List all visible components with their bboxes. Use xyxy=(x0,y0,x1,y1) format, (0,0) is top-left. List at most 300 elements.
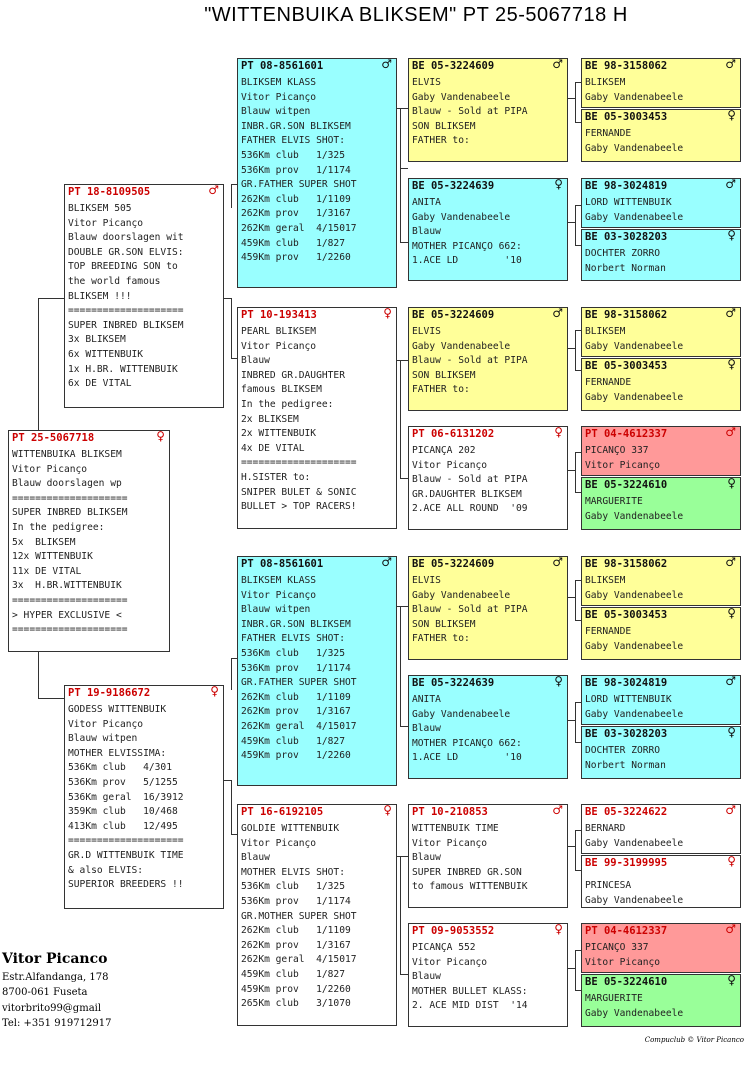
pedigree-line: Gaby Vandenabeele xyxy=(412,708,511,720)
pedigree-line: BLIKSEM xyxy=(585,326,626,337)
ring-number: BE 05-3224609 xyxy=(412,60,495,72)
pedigree-line: FATHER to: xyxy=(412,135,470,147)
pedigree-line: to famous WITTENBUIK xyxy=(412,881,528,893)
gg-grandparent-card[interactable] xyxy=(581,923,741,973)
pedigree-line: 5x BLIKSEM xyxy=(12,536,76,548)
pedigree-line: 1.ACE LD '10 xyxy=(412,255,522,267)
pedigree-line: FATHER to: xyxy=(412,633,470,645)
pedigree-line: Gaby Vandenabeele xyxy=(585,391,684,403)
ring-number: PT 08-8561601 xyxy=(241,558,324,570)
pedigree-line: 2x BLIKSEM xyxy=(241,413,299,425)
subject-pigeon-card[interactable] xyxy=(8,430,170,652)
breeder-address: Estr.Alfandanga, 178 xyxy=(2,972,109,983)
gg-grandparent-card[interactable] xyxy=(581,726,741,779)
connector-line xyxy=(400,108,401,168)
ring-number: BE 98-3024819 xyxy=(585,677,668,689)
pedigree-line: 6x WITTENBUIK xyxy=(68,348,144,360)
connector-line xyxy=(568,846,575,847)
sex-symbol-icon: ♀ xyxy=(727,477,736,490)
pedigree-line: 536Km club 1/325 xyxy=(241,881,345,893)
pedigree-line: the world famous xyxy=(68,275,161,287)
gg-grandparent-card[interactable] xyxy=(581,358,741,411)
sex-symbol-icon: ♀ xyxy=(383,804,392,817)
pedigree-line: 1x H.BR. WITTENBUIK xyxy=(68,363,178,375)
connector-line xyxy=(397,108,408,109)
pedigree-line: Blauw xyxy=(241,355,270,367)
connector-line xyxy=(397,606,408,607)
ring-number: BE 98-3158062 xyxy=(585,558,668,570)
pedigree-line: FATHER ELVIS SHOT: xyxy=(241,135,345,147)
pedigree-line: Blauw xyxy=(412,226,441,238)
pedigree-line: 1.ACE LD '10 xyxy=(412,752,522,764)
sex-symbol-icon: ♂ xyxy=(725,426,736,439)
mother-card[interactable] xyxy=(64,685,224,909)
pedigree-line: WITTENBUIKA BLIKSEM xyxy=(12,449,122,460)
connector-line xyxy=(400,606,401,726)
ring-number: PT 10-193413 xyxy=(241,309,317,321)
father-card[interactable] xyxy=(64,184,224,408)
ring-number: PT 19-9186672 xyxy=(68,687,151,699)
pedigree-line: Vitor Picanço xyxy=(412,956,488,968)
maternal-grandmother-card[interactable] xyxy=(237,804,397,1026)
pedigree-line: ==================== xyxy=(68,835,184,847)
breeder-info xyxy=(2,951,111,1032)
pedigree-line: 262Km prov 1/3167 xyxy=(241,939,351,951)
pedigree-line: Vitor Picanço xyxy=(412,459,488,471)
gg-grandparent-card[interactable] xyxy=(581,675,741,725)
sex-symbol-icon: ♂ xyxy=(725,307,736,320)
pedigree-line: MARGUERITE xyxy=(585,496,643,507)
pedigree-line: Gaby Vandenabeele xyxy=(585,91,684,103)
pedigree-line: Blauw witpen xyxy=(241,604,311,616)
pedigree-line: GODESS WITTENBUIK xyxy=(68,704,167,715)
pedigree-line: FATHER to: xyxy=(412,384,470,396)
pedigree-line: SON BLIKSEM xyxy=(412,120,476,132)
connector-line xyxy=(231,298,232,358)
pedigree-line: Blauw doorslagen wit xyxy=(68,232,184,244)
gg-grandparent-card[interactable] xyxy=(581,109,741,162)
connector-line xyxy=(38,298,64,299)
pedigree-line: 536Km prov 1/1174 xyxy=(241,662,351,674)
pedigree-line: Gaby Vandenabeele xyxy=(585,708,684,720)
pedigree-line: LORD WITTENBUIK xyxy=(585,694,672,705)
connector-line xyxy=(400,242,408,243)
connector-line xyxy=(231,780,232,834)
gg-grandparent-card[interactable] xyxy=(581,607,741,660)
pedigree-line: 359Km club 10/468 xyxy=(68,806,178,818)
pedigree-line: Norbert Norman xyxy=(585,759,666,771)
sex-symbol-icon: ♀ xyxy=(727,109,736,122)
pedigree-line: PICANÇO 337 xyxy=(585,942,649,953)
pedigree-line: SUPER INBRED GR.SON xyxy=(412,866,522,878)
pedigree-line: Vitor Picanço xyxy=(241,837,317,849)
pedigree-line: 413Km club 12/495 xyxy=(68,820,178,832)
pedigree-line: BLIKSEM !!! xyxy=(68,290,132,302)
pedigree-line: GR.D WITTENBUIK TIME xyxy=(68,849,184,861)
pedigree-line: > HYPER EXCLUSIVE < xyxy=(12,609,122,621)
breeder-email[interactable]: vitorbrito99@gmail xyxy=(2,1002,102,1014)
ring-number: BE 05-3224609 xyxy=(412,309,495,321)
pedigree-line: MOTHER BULLET KLASS: xyxy=(412,985,528,997)
gg-grandparent-card[interactable] xyxy=(581,229,741,281)
gg-grandparent-card[interactable] xyxy=(581,58,741,108)
sex-symbol-icon: ♀ xyxy=(727,358,736,371)
pedigree-line: PICANÇA 202 xyxy=(412,445,476,456)
pedigree-line: 536Km club 4/301 xyxy=(68,762,172,774)
ring-number: BE 05-3003453 xyxy=(585,609,668,621)
pedigree-line: 262Km geral 4/15017 xyxy=(241,954,357,966)
pedigree-line: famous BLIKSEM xyxy=(241,384,322,396)
connector-line xyxy=(400,360,401,478)
pedigree-line: ==================== xyxy=(68,305,184,317)
pedigree-line: ==================== xyxy=(12,492,128,504)
connector-line xyxy=(568,348,575,349)
pedigree-line: ELVIS xyxy=(412,77,441,88)
pedigree-line: 262Km prov 1/3167 xyxy=(241,706,351,718)
sex-symbol-icon: ♀ xyxy=(554,923,563,936)
pedigree-line: INBR.GR.SON BLIKSEM xyxy=(241,618,351,630)
pedigree-line: Gaby Vandenabeele xyxy=(585,640,684,652)
sex-symbol-icon: ♂ xyxy=(208,184,219,197)
pedigree-line: Blauw xyxy=(412,723,441,735)
pedigree-line: PEARL BLIKSEM xyxy=(241,326,317,337)
breeder-phone: Tel: +351 919712917 xyxy=(2,1018,112,1030)
pedigree-line: ELVIS xyxy=(412,326,441,337)
pedigree-line: Vitor Picanço xyxy=(585,956,661,968)
pedigree-line: Gaby Vandenabeele xyxy=(412,91,511,103)
pedigree-line: Gaby Vandenabeele xyxy=(585,589,684,601)
sex-symbol-icon: ♂ xyxy=(725,923,736,936)
sex-symbol-icon: ♂ xyxy=(381,58,392,71)
pedigree-line: 6x DE VITAL xyxy=(68,378,132,390)
pedigree-line: Blauw xyxy=(412,852,441,864)
ring-number: PT 25-5067718 xyxy=(12,432,95,444)
pedigree-line: Blauw - Sold at PIPA xyxy=(412,355,528,367)
sex-symbol-icon: ♀ xyxy=(210,685,219,698)
connector-line xyxy=(575,580,576,620)
great-grandparent-card[interactable] xyxy=(408,556,568,660)
pedigree-line: GOLDIE WITTENBUIK xyxy=(241,823,340,834)
pedigree-line: Gaby Vandenabeele xyxy=(412,589,511,601)
gg-grandparent-card[interactable] xyxy=(581,477,741,530)
pedigree-line: GR.FATHER SUPER SHOT xyxy=(241,179,357,191)
pedigree-line: 459Km club 1/827 xyxy=(241,237,345,249)
connector-line xyxy=(38,652,39,698)
ring-number: BE 05-3224610 xyxy=(585,479,668,491)
ring-number: BE 05-3224610 xyxy=(585,976,668,988)
ring-number: BE 05-3224639 xyxy=(412,180,495,192)
pedigree-title: "WITTENBUIKA BLIKSEM" PT 25-5067718 H xyxy=(204,4,628,26)
pedigree-line: In the pedigree: xyxy=(12,521,105,533)
connector-line xyxy=(400,974,408,975)
connector-line xyxy=(568,720,575,721)
connector-line xyxy=(400,168,401,242)
pedigree-line: 262Km club 1/1109 xyxy=(241,691,351,703)
sex-symbol-icon: ♀ xyxy=(554,675,563,688)
connector-line xyxy=(231,184,232,208)
sex-symbol-icon: ♂ xyxy=(725,556,736,569)
ring-number: BE 03-3028203 xyxy=(585,728,668,740)
pedigree-line: SUPER INBRED BLIKSEM xyxy=(12,507,128,519)
connector-line xyxy=(575,82,576,122)
pedigree-line: 11x DE VITAL xyxy=(12,565,82,577)
pedigree-line: DOUBLE GR.SON ELVIS: xyxy=(68,246,184,258)
ring-number: PT 10-210853 xyxy=(412,806,488,818)
ring-number: PT 06-6131202 xyxy=(412,428,495,440)
breeder-postcode: 8700-061 Fuseta xyxy=(2,987,88,999)
connector-line xyxy=(231,658,232,690)
connector-line xyxy=(224,780,231,781)
pedigree-line: Gaby Vandenabeele xyxy=(585,510,684,522)
pedigree-line: GR.DAUGHTER BLIKSEM xyxy=(412,488,522,500)
pedigree-line: MOTHER ELVIS SHOT: xyxy=(241,866,345,878)
pedigree-line: BERNARD xyxy=(585,823,626,834)
pedigree-line: MOTHER ELVISSIMA: xyxy=(68,747,167,759)
pedigree-line: Gaby Vandenabeele xyxy=(585,340,684,352)
pedigree-line: Blauw witpen xyxy=(68,733,138,745)
pedigree-line: TOP BREEDING SON to xyxy=(68,261,178,273)
ring-number: BE 05-3224622 xyxy=(585,806,668,818)
pedigree-line: WITTENBUIK TIME xyxy=(412,823,499,834)
pedigree-line: ELVIS xyxy=(412,575,441,586)
pedigree-line: 2. ACE MID DIST '14 xyxy=(412,1000,528,1012)
paternal-grandmother-card[interactable] xyxy=(237,307,397,529)
ring-number: PT 04-4612337 xyxy=(585,925,668,937)
sex-symbol-icon: ♀ xyxy=(727,726,736,739)
pedigree-line: Gaby Vandenabeele xyxy=(412,340,511,352)
pedigree-line: GR.MOTHER SUPER SHOT xyxy=(241,910,357,922)
paternal-grandfather-card[interactable] xyxy=(237,58,397,288)
pedigree-line: 536Km prov 1/1174 xyxy=(241,164,351,176)
gg-grandparent-card[interactable] xyxy=(581,974,741,1027)
pedigree-line: INBRED GR.DAUGHTER xyxy=(241,369,345,381)
pedigree-line: FERNANDE xyxy=(585,377,632,388)
pedigree-line: MOTHER PICANÇO 662: xyxy=(412,737,522,749)
pedigree-line: ==================== xyxy=(241,457,357,469)
sex-symbol-icon: ♂ xyxy=(552,556,563,569)
pedigree-line: 459Km prov 1/2260 xyxy=(241,750,351,762)
pedigree-line: 459Km prov 1/2260 xyxy=(241,983,351,995)
pedigree-line: BLIKSEM KLASS xyxy=(241,575,317,586)
pedigree-line: SON BLIKSEM xyxy=(412,618,476,630)
connector-line xyxy=(568,470,575,471)
pedigree-line: 12x WITTENBUIK xyxy=(12,551,93,563)
ring-number: BE 03-3028203 xyxy=(585,231,668,243)
ring-number: BE 05-3224639 xyxy=(412,677,495,689)
pedigree-line: PICANÇA 552 xyxy=(412,942,476,953)
sex-symbol-icon: ♂ xyxy=(381,556,392,569)
pedigree-line: 536Km prov 5/1255 xyxy=(68,776,178,788)
ring-number: BE 05-3003453 xyxy=(585,360,668,372)
connector-line xyxy=(575,452,576,492)
maternal-grandfather-card[interactable] xyxy=(237,556,397,786)
ring-number: BE 98-3158062 xyxy=(585,60,668,72)
connector-line xyxy=(38,698,64,699)
connector-line xyxy=(575,950,576,990)
pedigree-line: Gaby Vandenabeele xyxy=(585,142,684,154)
connector-line xyxy=(575,205,576,245)
pedigree-line: INBR.GR.SON BLIKSEM xyxy=(241,120,351,132)
pedigree-line: Norbert Norman xyxy=(585,262,666,274)
pedigree-line: Vitor Picanço xyxy=(12,463,88,475)
pedigree-line: SUPER INBRED BLIKSEM xyxy=(68,319,184,331)
pedigree-line: Blauw xyxy=(412,971,441,983)
pedigree-line: & also ELVIS: xyxy=(68,864,144,876)
pedigree-line: BLIKSEM 505 xyxy=(68,203,132,214)
gg-grandparent-card[interactable] xyxy=(581,804,741,854)
connector-line xyxy=(568,222,575,223)
sex-symbol-icon: ♂ xyxy=(725,675,736,688)
connector-line xyxy=(568,968,575,969)
ring-number: PT 16-6192105 xyxy=(241,806,324,818)
pedigree-line: 2.ACE ALL ROUND '09 xyxy=(412,503,528,515)
pedigree-line: Vitor Picanço xyxy=(412,837,488,849)
great-grandparent-card[interactable] xyxy=(408,804,568,908)
sex-symbol-icon: ♀ xyxy=(727,974,736,987)
pedigree-line: GR.FATHER SUPER SHOT xyxy=(241,677,357,689)
sex-symbol-icon: ♀ xyxy=(727,229,736,242)
connector-line xyxy=(38,298,39,432)
ring-number: BE 05-3003453 xyxy=(585,111,668,123)
ring-number: BE 98-3158062 xyxy=(585,309,668,321)
sex-symbol-icon: ♀ xyxy=(727,607,736,620)
pedigree-line: Blauw xyxy=(241,852,270,864)
great-grandparent-card[interactable] xyxy=(408,307,568,411)
connector-line xyxy=(575,830,576,870)
pedigree-line: SON BLIKSEM xyxy=(412,369,476,381)
gg-grandparent-card[interactable] xyxy=(581,178,741,228)
pedigree-line: DOCHTER ZORRO xyxy=(585,745,661,756)
connector-line xyxy=(397,856,408,857)
pedigree-line: ANITA xyxy=(412,694,441,705)
connector-line xyxy=(396,360,408,361)
sex-symbol-icon: ♀ xyxy=(554,426,563,439)
ring-number: BE 99-3199995 xyxy=(585,857,668,869)
breeder-name: Vitor Picanco xyxy=(2,951,108,967)
pedigree-line: Vitor Picanço xyxy=(241,91,317,103)
pedigree-line: BLIKSEM xyxy=(585,575,626,586)
pedigree-line: 536Km prov 1/1174 xyxy=(241,895,351,907)
pedigree-line: ANITA xyxy=(412,197,441,208)
pedigree-line: ==================== xyxy=(12,594,128,606)
pedigree-line: SNIPER BULET & SONIC xyxy=(241,486,357,498)
pedigree-line: Blauw witpen xyxy=(241,106,311,118)
sex-symbol-icon: ♂ xyxy=(725,804,736,817)
pedigree-line: 262Km geral 4/15017 xyxy=(241,222,357,234)
pedigree-line: Gaby Vandenabeele xyxy=(585,894,684,906)
pedigree-line: FERNANDE xyxy=(585,128,632,139)
pedigree-line: BLIKSEM xyxy=(585,77,626,88)
pedigree-line: PICANÇO 337 xyxy=(585,445,649,456)
pedigree-line: MARGUERITE xyxy=(585,993,643,1004)
pedigree-line: MOTHER PICANÇO 662: xyxy=(412,240,522,252)
pedigree-line: Vitor Picanço xyxy=(68,718,144,730)
sex-symbol-icon: ♂ xyxy=(725,58,736,71)
pedigree-line: FATHER ELVIS SHOT: xyxy=(241,633,345,645)
pedigree-line: Blauw - Sold at PIPA xyxy=(412,106,528,118)
pedigree-line: Vitor Picanço xyxy=(241,589,317,601)
connector-line xyxy=(400,478,408,479)
pedigree-line: Gaby Vandenabeele xyxy=(585,1007,684,1019)
pedigree-line: 459Km prov 1/2260 xyxy=(241,252,351,264)
pedigree-line: 262Km prov 1/3167 xyxy=(241,208,351,220)
connector-line xyxy=(575,330,576,370)
pedigree-line: LORD WITTENBUIK xyxy=(585,197,672,208)
pedigree-line: H.SISTER to: xyxy=(241,471,311,483)
pedigree-line: Blauw - Sold at PIPA xyxy=(412,474,528,486)
pedigree-line: 2x WITTENBUIK xyxy=(241,428,317,440)
sex-symbol-icon: ♀ xyxy=(383,307,392,320)
sex-symbol-icon: ♀ xyxy=(554,178,563,191)
pedigree-line: PRINCESA xyxy=(585,880,632,891)
pedigree-line: 459Km club 1/827 xyxy=(241,968,345,980)
pedigree-line: 536Km geral 16/3912 xyxy=(68,791,184,803)
ring-number: PT 04-4612337 xyxy=(585,428,668,440)
pedigree-line: Gaby Vandenabeele xyxy=(412,211,511,223)
sex-symbol-icon: ♀ xyxy=(156,430,165,443)
ring-number: PT 09-9053552 xyxy=(412,925,495,937)
sex-symbol-icon: ♀ xyxy=(727,855,736,868)
pedigree-line: 536Km club 1/325 xyxy=(241,647,345,659)
great-grandparent-card[interactable] xyxy=(408,923,568,1027)
pedigree-line: FERNANDE xyxy=(585,626,632,637)
connector-line xyxy=(400,168,408,169)
gg-grandparent-card[interactable] xyxy=(581,855,741,908)
pedigree-line: 536Km club 1/325 xyxy=(241,149,345,161)
sex-symbol-icon: ♂ xyxy=(552,804,563,817)
ring-number: BE 98-3024819 xyxy=(585,180,668,192)
pedigree-line: Gaby Vandenabeele xyxy=(585,211,684,223)
pedigree-line: Blauw - Sold at PIPA xyxy=(412,604,528,616)
connector-line xyxy=(575,702,576,742)
pedigree-line: 3x BLIKSEM xyxy=(68,334,126,346)
pedigree-line: SUPERIOR BREEDERS !! xyxy=(68,879,184,891)
ring-number: PT 08-8561601 xyxy=(241,60,324,72)
pedigree-line: 3x H.BR.WITTENBUIK xyxy=(12,580,122,592)
gg-grandparent-card[interactable] xyxy=(581,426,741,476)
pedigree-line: Gaby Vandenabeele xyxy=(585,837,684,849)
pedigree-line: 4x DE VITAL xyxy=(241,442,305,454)
pedigree-line: BLIKSEM KLASS xyxy=(241,77,317,88)
pedigree-line: Vitor Picanço xyxy=(241,340,317,352)
pedigree-line: Vitor Picanço xyxy=(68,217,144,229)
pedigree-line: 459Km club 1/827 xyxy=(241,735,345,747)
pedigree-line: 262Km club 1/1109 xyxy=(241,193,351,205)
great-grandparent-card[interactable] xyxy=(408,178,568,281)
ring-number: PT 18-8109505 xyxy=(68,186,151,198)
sex-symbol-icon: ♂ xyxy=(552,307,563,320)
connector-line xyxy=(568,98,575,99)
connector-line xyxy=(400,726,408,727)
great-grandparent-card[interactable] xyxy=(408,58,568,162)
sex-symbol-icon: ♂ xyxy=(725,178,736,191)
great-grandparent-card[interactable] xyxy=(408,426,568,530)
pedigree-line: 262Km geral 4/15017 xyxy=(241,720,357,732)
great-grandparent-card[interactable] xyxy=(408,675,568,779)
gg-grandparent-card[interactable] xyxy=(581,307,741,357)
pedigree-line: ==================== xyxy=(12,624,128,636)
connector-line xyxy=(568,597,575,598)
pedigree-line: Vitor Picanço xyxy=(585,459,661,471)
connector-line xyxy=(400,856,401,974)
ring-number: BE 05-3224609 xyxy=(412,558,495,570)
pedigree-line: 262Km club 1/1109 xyxy=(241,925,351,937)
pedigree-line: BULLET > TOP RACERS! xyxy=(241,501,357,513)
copyright-footer: Compuclub © Vitor Picanco xyxy=(644,1036,744,1044)
pedigree-line: Blauw doorslagen wp xyxy=(12,478,122,490)
gg-grandparent-card[interactable] xyxy=(581,556,741,606)
pedigree-line: DOCHTER ZORRO xyxy=(585,248,661,259)
